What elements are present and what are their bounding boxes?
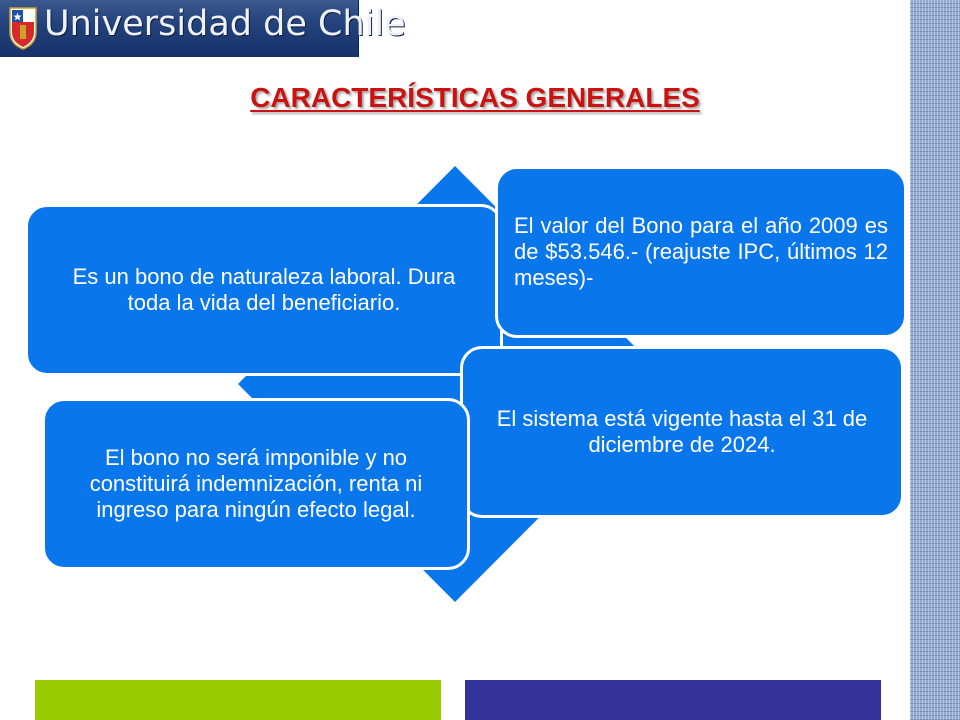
info-box-value-text: El valor del Bono para el año 2009 es de $53.546.- (reajuste IPC, últimos 12 meses)-	[514, 213, 888, 290]
info-box-nature-text: Es un bono de naturaleza laboral. Dura toda la vida del beneficiario.	[72, 264, 456, 315]
info-box-legal-text: El bono no será imponible y no constituirá indemnización, renta ni ingreso para ningún efecto legal.	[89, 445, 423, 522]
info-box-nature	[25, 204, 503, 376]
university-logo-banner	[0, 0, 406, 57]
info-box-value	[495, 166, 907, 338]
university-name: Universidad de Chile	[44, 4, 406, 44]
info-box-legal	[42, 398, 470, 570]
info-box-validity	[460, 346, 904, 518]
info-box-validity-text: El sistema está vigente hasta el 31 de diciembre de 2024.	[496, 406, 868, 457]
university-crest-icon	[8, 6, 38, 50]
footer-bar-navy	[465, 680, 881, 720]
footer-bar-green	[35, 680, 441, 720]
slide-title: CARACTERÍSTICAS GENERALES	[250, 82, 700, 113]
